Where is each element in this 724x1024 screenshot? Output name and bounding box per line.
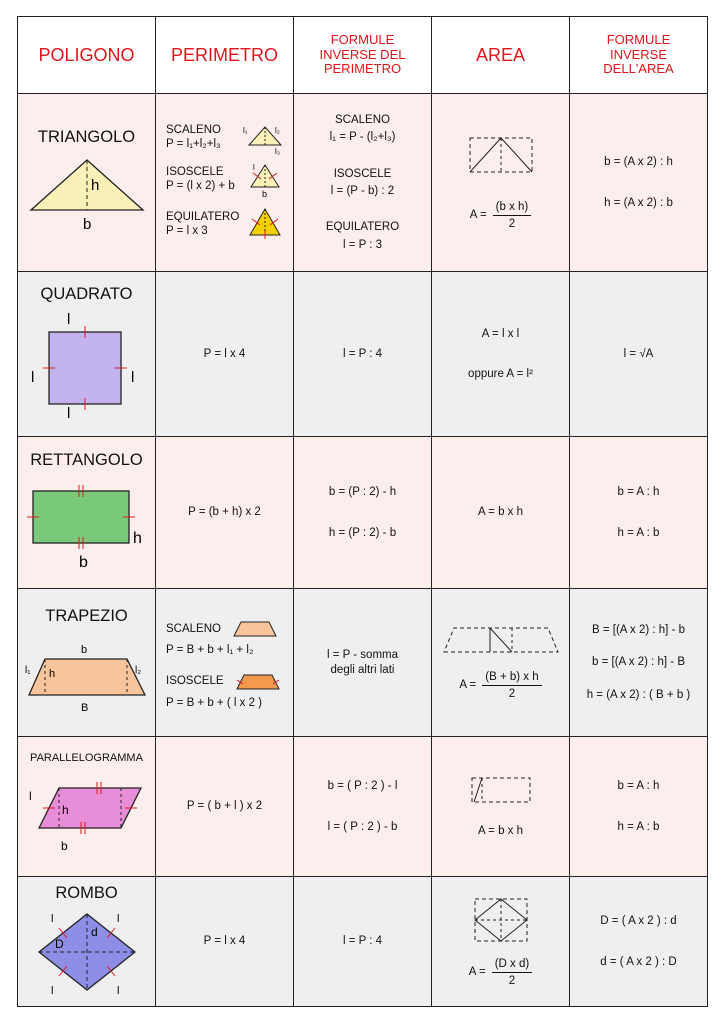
parallelogram-area-diagram: [468, 774, 534, 806]
area-formula: A = l x l: [481, 327, 520, 340]
area-inv-D: D = ( A x 2 ) : d: [600, 915, 677, 928]
area-inv-b: b = [(A x 2) : h] - B: [592, 656, 685, 669]
poly-name: PARALLELOGRAMMA: [30, 752, 143, 765]
label-l-bl: l: [50, 984, 53, 996]
area-inv-b: b = (A x 2) : h: [604, 156, 673, 169]
header-poligono: POLIGONO: [18, 17, 156, 94]
square-figure: [27, 310, 147, 420]
side-left: l: [30, 369, 34, 387]
area-num: (B + b) x h: [482, 670, 541, 686]
isoscele-label: ISOSCELE: [166, 165, 224, 178]
inv-scaleno: l₁ = P - (l₂+l₃): [329, 131, 396, 144]
inv-line1: l = P - somma: [326, 649, 399, 662]
inv-perim-rombo: l = P : 4: [294, 877, 432, 1007]
row-rettangolo: [18, 437, 708, 589]
row-rombo: [18, 877, 708, 1007]
row-quadrato: [18, 272, 708, 437]
inv-area-parallelogramma: [570, 737, 708, 877]
area-inv-h: h = (A x 2) : b: [604, 196, 673, 209]
label-l-tl: l: [50, 912, 53, 925]
inv-perim-triangolo: [294, 94, 432, 272]
side-bottom: l: [66, 405, 70, 421]
trapezoid-area-diagram: [440, 624, 562, 656]
row-parallelogramma: [18, 737, 708, 877]
inv-perim-quadrato: l = P : 4: [294, 272, 432, 437]
poly-trapezio: [18, 589, 156, 737]
poly-rombo: [18, 877, 156, 1007]
poly-name: TRIANGOLO: [37, 128, 136, 146]
rectangle-figure: [25, 477, 149, 571]
row-trapezio: [18, 589, 708, 737]
area-prefix: A =: [459, 679, 477, 692]
label-h: h: [90, 176, 99, 194]
area-formula: A = b x h: [477, 825, 524, 838]
scaleno-triangle-icon: [243, 121, 285, 155]
formula-sheet: [17, 16, 707, 1006]
rhombus-figure: [25, 910, 149, 996]
inv-perim-rettangolo: [294, 437, 432, 589]
label-h: h: [48, 667, 55, 680]
inv-area-rettangolo: [570, 437, 708, 589]
area-parallelogramma: [432, 737, 570, 877]
row-triangolo: [18, 94, 708, 272]
label-b: b: [60, 839, 68, 854]
header-area: AREA: [432, 17, 570, 94]
inv-area-quadrato: l = √A: [570, 272, 708, 437]
scaleno-formula: P = B + b + l₁ + l₂: [166, 644, 254, 657]
isoscele-triangle-icon: [243, 161, 285, 199]
area-prefix: A =: [468, 966, 486, 979]
area-inv-d: d = ( A x 2 ) : D: [600, 955, 677, 968]
scaleno-label: SCALENO: [166, 622, 221, 635]
header-formule-area: FORMULE INVERSE DELL'AREA: [570, 17, 708, 94]
inv-isoscele-label: ISOSCELE: [333, 167, 392, 180]
isoscele-formula: P = B + b + ( l x 2 ): [166, 696, 262, 709]
area-rettangolo: A = b x h: [432, 437, 570, 589]
inv-l: l = ( P : 2 ) - b: [327, 820, 398, 833]
area-quadrato: [432, 272, 570, 437]
area-num: (b x h): [493, 200, 532, 216]
isoscele-label: ISOSCELE: [166, 675, 224, 688]
label-l1: l₁: [24, 664, 31, 676]
inv-line2: degli altri lati: [330, 663, 395, 676]
inv-equilatero: l = P : 3: [342, 238, 383, 251]
poly-parallelogramma: [18, 737, 156, 877]
poly-rettangolo: [18, 437, 156, 589]
isoscele-trapezoid-icon: [234, 672, 282, 692]
inv-area-rombo: [570, 877, 708, 1007]
perim-rombo: P = l x 4: [156, 877, 294, 1007]
poly-name: QUADRATO: [40, 284, 133, 303]
label-h: h: [132, 529, 142, 547]
perim-rettangolo: P = (b + h) x 2: [156, 437, 294, 589]
area-inv-h: h = (A x 2) : ( B + b ): [586, 688, 691, 701]
label-l-tr: l: [116, 912, 119, 925]
parallelogram-figure: [25, 770, 149, 856]
side-top: l: [66, 311, 70, 329]
area-inv-b: b = A : h: [617, 486, 660, 499]
scaleno-trapezoid-icon: [231, 619, 279, 639]
formula-table: [17, 16, 708, 1007]
label-h: h: [61, 803, 69, 818]
tri-l1: l₁: [243, 125, 248, 135]
perim-parallelogramma: P = ( b + l ) x 2: [156, 737, 294, 877]
inv-isoscele: l = (P - b) : 2: [330, 185, 395, 197]
inv-equilatero-label: EQUILATERO: [325, 221, 400, 234]
label-l2: l₂: [134, 664, 141, 676]
label-b: b: [82, 215, 91, 233]
perim-triangolo: [156, 94, 294, 272]
label-l: l: [28, 789, 32, 804]
inv-h: h = (P : 2) - b: [328, 526, 397, 539]
header-perimetro: PERIMETRO: [156, 17, 294, 94]
area-trapezio: [432, 589, 570, 737]
area-inv-B: B = [(A x 2) : h] - b: [592, 623, 685, 636]
tri-l2: l₂: [275, 125, 280, 135]
poly-name: RETTANGOLO: [30, 451, 143, 469]
inv-perim-parallelogramma: [294, 737, 432, 877]
equilatero-label: EQUILATERO: [166, 210, 240, 223]
label-b: b: [78, 553, 88, 571]
area-prefix: A =: [469, 209, 487, 222]
label-l-br: l: [116, 984, 119, 996]
label-D: D: [54, 936, 64, 951]
area-den: 2: [508, 975, 516, 987]
label-B: B: [80, 701, 88, 714]
label-b: b: [80, 643, 87, 656]
inv-b: b = ( P : 2 ) - l: [327, 780, 398, 793]
area-inv-b: b = A : h: [617, 780, 660, 793]
header-formule-perimetro: FORMULE INVERSE DEL PERIMETRO: [294, 17, 432, 94]
area-triangolo: [432, 94, 570, 272]
inv-area-triangolo: [570, 94, 708, 272]
rhombus-area-diagram: [471, 895, 531, 945]
scaleno-formula: P = l₁+l₂+l₃: [166, 137, 221, 150]
equilatero-formula: P = l x 3: [166, 224, 208, 237]
area-inv-h: h = A : b: [617, 526, 660, 539]
tri-b: b: [262, 188, 268, 199]
equilatero-triangle-icon: [243, 205, 285, 245]
area-formula-alt: oppure A = l²: [468, 368, 533, 380]
inv-area-trapezio: [570, 589, 708, 737]
perim-quadrato: P = l x 4: [156, 272, 294, 437]
area-inv-h: h = A : b: [617, 820, 660, 833]
isoscele-formula: P = (l x 2) + b: [166, 179, 235, 192]
tri-l: l: [253, 162, 255, 172]
inv-b: b = (P : 2) - h: [328, 486, 397, 499]
trapezoid-figure: [23, 633, 151, 715]
inv-scaleno-label: SCALENO: [335, 113, 390, 126]
poly-triangolo: [18, 94, 156, 272]
poly-quadrato: [18, 272, 156, 437]
tri-l3: l₃: [275, 146, 281, 155]
triangle-area-diagram: [466, 134, 536, 176]
area-den: 2: [508, 218, 516, 230]
perim-trapezio: [156, 589, 294, 737]
label-d: d: [90, 924, 98, 939]
side-right: l: [130, 369, 134, 387]
poly-name: ROMBO: [55, 884, 118, 902]
inv-perim-trapezio: [294, 589, 432, 737]
area-num: (D x d): [492, 957, 533, 973]
scaleno-label: SCALENO: [166, 123, 221, 136]
poly-name: TRAPEZIO: [45, 607, 128, 625]
area-rombo: [432, 877, 570, 1007]
area-den: 2: [508, 688, 516, 700]
triangle-figure: [25, 154, 149, 234]
